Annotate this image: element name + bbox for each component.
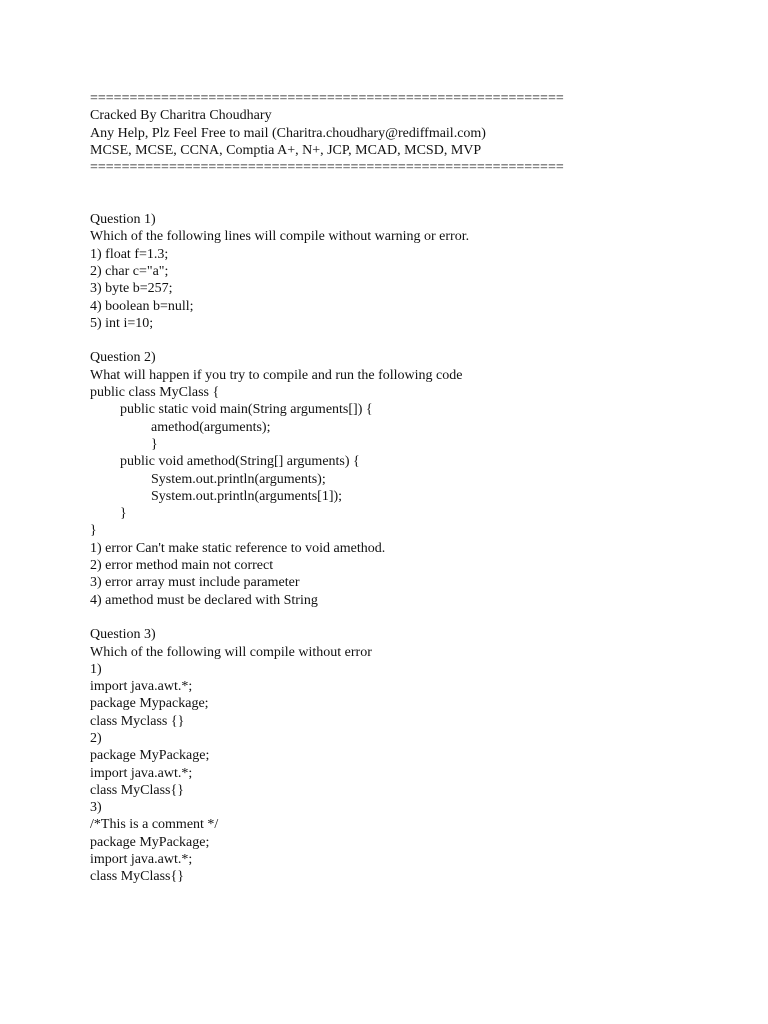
code-line: }: [120, 506, 127, 522]
code-line: /*This is a comment */: [90, 817, 219, 833]
answer-choice-3: [90, 799, 730, 885]
answer-option: 2) char c="a";: [90, 263, 169, 279]
code-line: import java.awt.*;: [90, 679, 193, 695]
code-line: amethod(arguments);: [151, 419, 271, 435]
spacer: [90, 332, 730, 349]
code-line: public class MyClass {: [90, 385, 220, 401]
choice-label: 1): [90, 661, 102, 677]
question-title: Question 2): [90, 350, 156, 366]
code-line: import java.awt.*;: [90, 765, 193, 781]
question-2: [90, 349, 730, 608]
answer-option: 3) byte b=257;: [90, 281, 173, 297]
question-title: Question 3): [90, 627, 156, 643]
code-line: class MyClass{}: [90, 782, 184, 798]
code-line: class Myclass {}: [90, 713, 185, 729]
answer-option: 4) boolean b=null;: [90, 298, 194, 314]
code-line: }: [90, 523, 97, 539]
question-title: Question 1): [90, 212, 156, 228]
answer-option: 3) error array must include parameter: [90, 575, 300, 591]
spacer: [90, 176, 730, 211]
code-line: import java.awt.*;: [90, 852, 193, 868]
code-block: [90, 384, 730, 540]
answer-choice-1: [90, 661, 730, 730]
code-line: public static void main(String arguments[]) {: [120, 402, 373, 418]
certifications-line: MCSE, MCSE, CCNA, Comptia A+, N+, JCP, MCAD, MCSD, MVP: [90, 142, 482, 158]
answer-choice-2: [90, 730, 730, 799]
question-1: [90, 211, 730, 332]
code-line: class MyClass{}: [90, 869, 184, 885]
cracked-by-line: Cracked By Charitra Choudhary: [90, 108, 272, 124]
document-page: [90, 90, 730, 886]
answer-option: 2) error method main not correct: [90, 558, 274, 574]
header-rule-bottom: ============================================================: [90, 160, 564, 176]
answer-option: 1) float f=1.3;: [90, 246, 169, 262]
question-3: [90, 626, 730, 885]
header-rule-top: ============================================================: [90, 91, 564, 106]
choice-label: 2): [90, 730, 102, 746]
answer-option: 1) error Can't make static reference to void amethod.: [90, 540, 386, 556]
help-contact-line: Any Help, Plz Feel Free to mail (Charitra.choudhary@rediffmail.com): [90, 125, 486, 141]
choice-label: 3): [90, 800, 102, 816]
question-prompt: Which of the following lines will compile without warning or error.: [90, 229, 470, 245]
code-line: package MyPackage;: [90, 748, 210, 764]
question-prompt: Which of the following will compile without error: [90, 644, 372, 660]
code-line: package MyPackage;: [90, 834, 210, 850]
answer-option: 5) int i=10;: [90, 315, 154, 331]
code-line: public void amethod(String[] arguments) {: [120, 454, 360, 470]
spacer: [90, 609, 730, 626]
code-line: }: [151, 436, 158, 452]
answer-option: 4) amethod must be declared with String: [90, 592, 318, 608]
code-line: System.out.println(arguments[1]);: [151, 488, 343, 504]
code-line: package Mypackage;: [90, 696, 209, 712]
question-prompt: What will happen if you try to compile and run the following code: [90, 367, 463, 383]
code-line: System.out.println(arguments);: [151, 471, 326, 487]
